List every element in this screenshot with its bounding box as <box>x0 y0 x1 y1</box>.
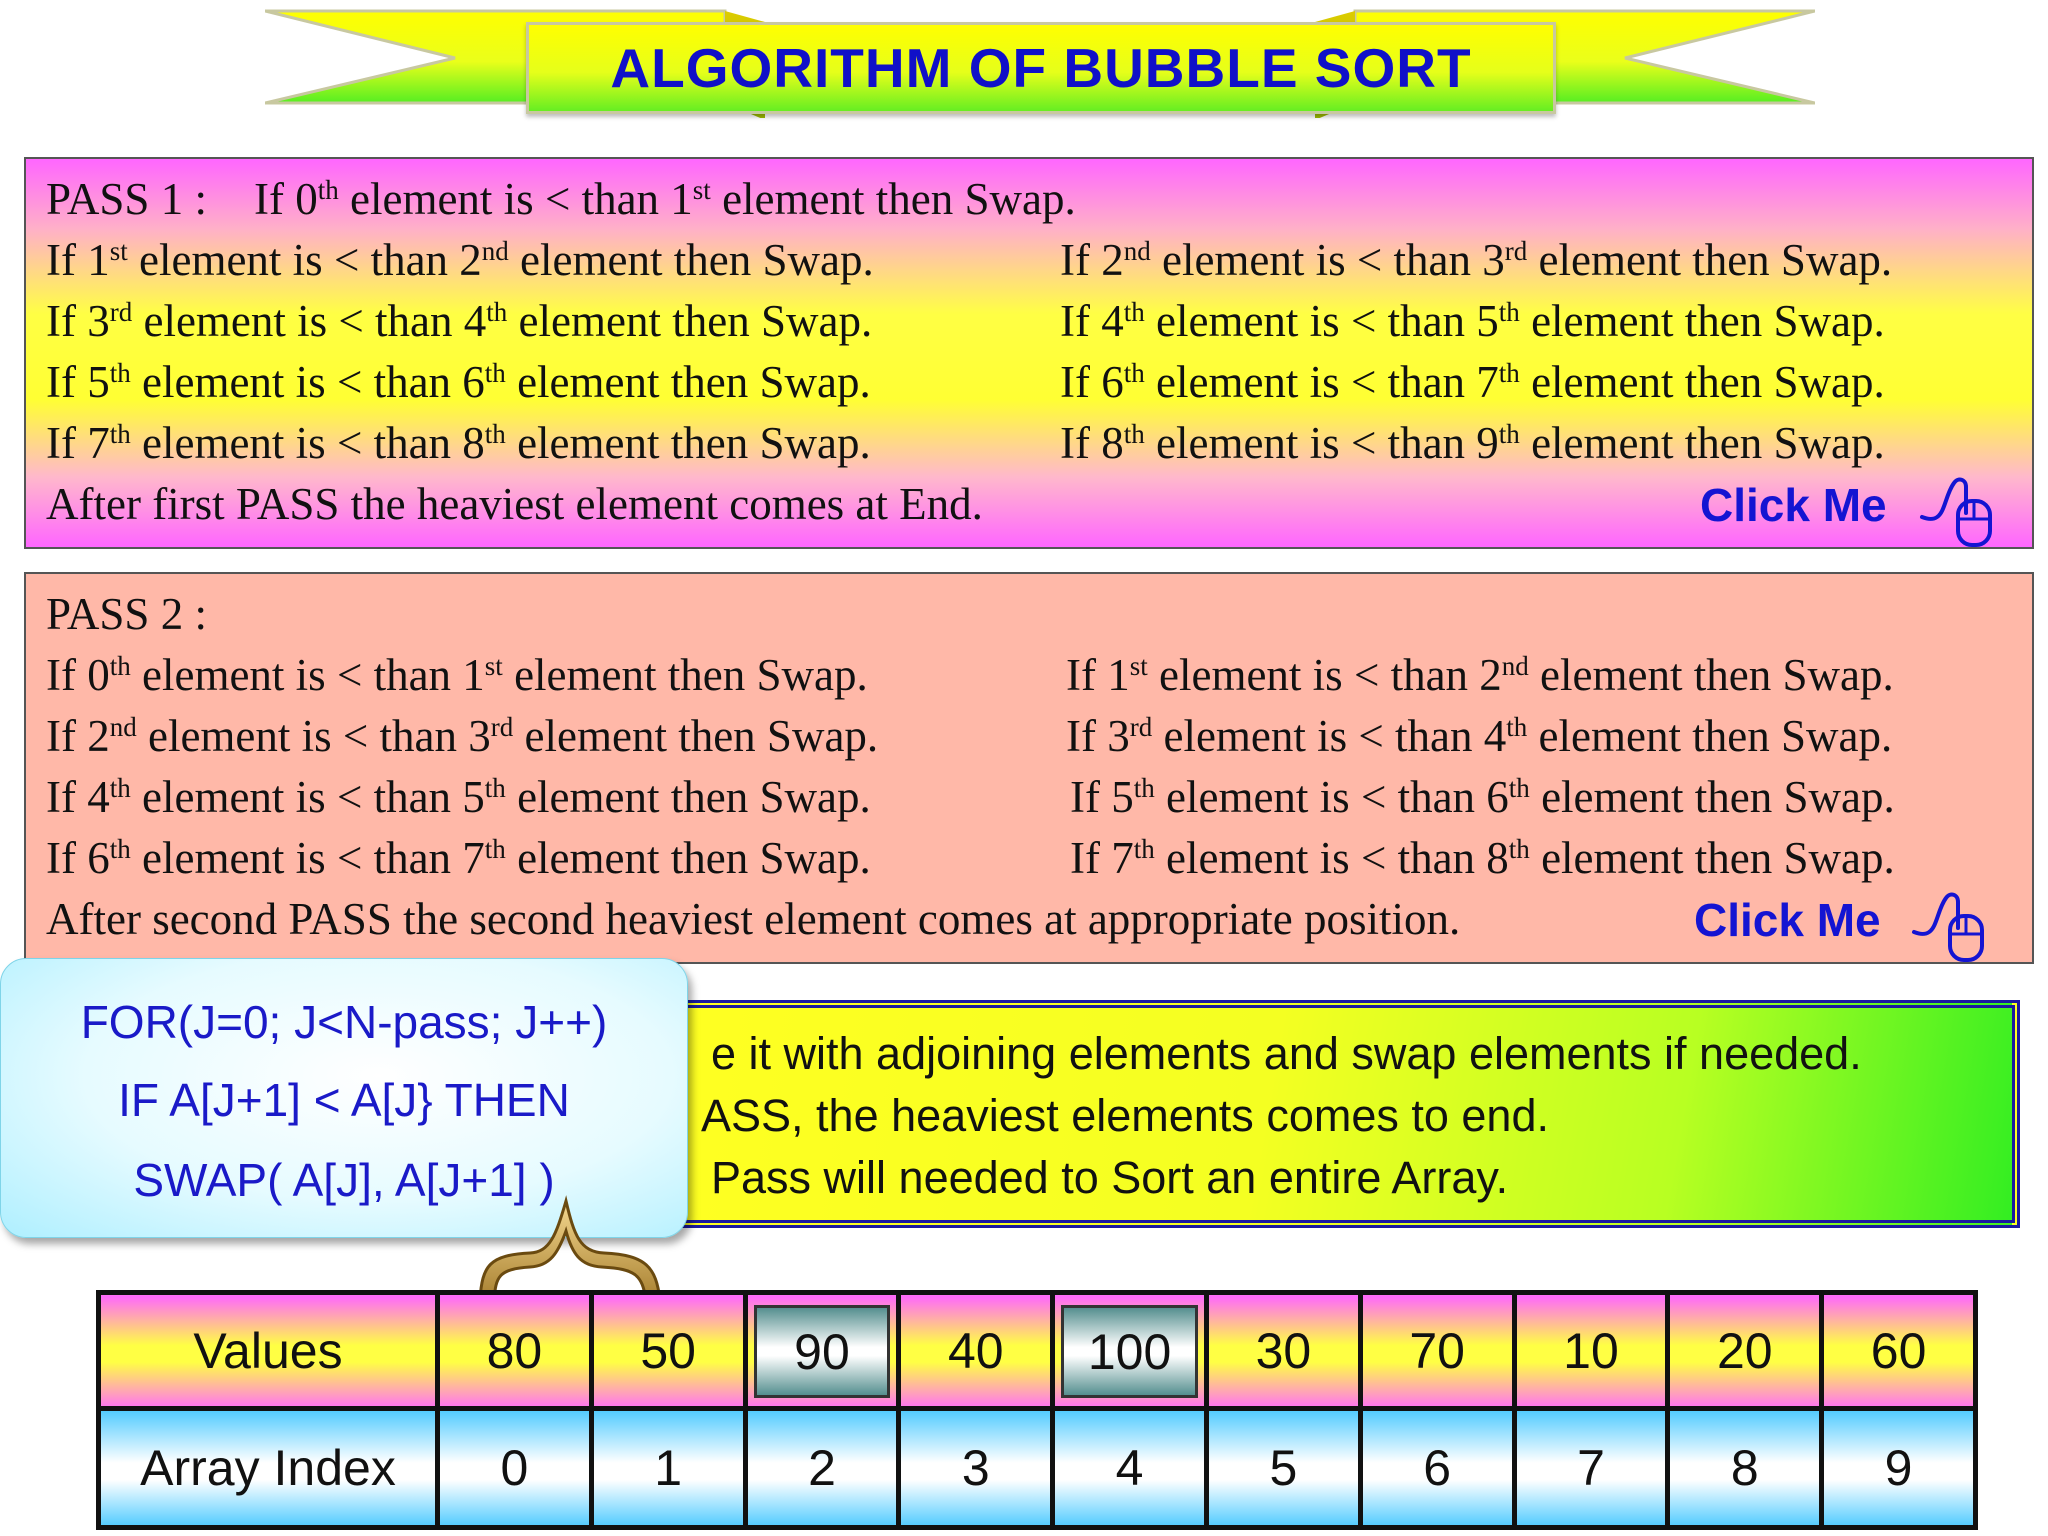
index-cell-7: 7 <box>1514 1409 1668 1528</box>
index-row <box>99 1409 1976 1528</box>
pass2-heading: PASS 2 : <box>46 589 207 639</box>
summary-line-1: e it with adjoining elements and swap elements if needed. <box>711 1028 1862 1079</box>
pass1-footer: After first PASS the heaviest element comes at End. <box>46 479 983 529</box>
value-cell-2 <box>745 1293 899 1409</box>
pass1-rule-0: If 0th element is < than 1st element then Swap. <box>254 174 1076 224</box>
index-cell-3: 3 <box>899 1409 1053 1528</box>
value-cell-6: 70 <box>1360 1293 1514 1409</box>
pass2-rule-3: If 3rd element is < than 4th element then Swap. <box>1066 711 1893 761</box>
index-cell-4: 4 <box>1053 1409 1207 1528</box>
pass2-rule-4: If 4th element is < than 5th element then Swap. <box>46 772 871 822</box>
values-label: Values <box>99 1293 438 1409</box>
title-banner <box>526 22 1556 114</box>
value-cell-8: 20 <box>1668 1293 1822 1409</box>
pass2-rule-5: If 5th element is < than 6th element then Swap. <box>1070 772 1895 822</box>
pass2-rule-2: If 2nd element is < than 3rd element then Swap. <box>46 711 879 761</box>
index-cell-1: 1 <box>591 1409 745 1528</box>
pass1-rule-2: If 2nd element is < than 3rd element then Swap. <box>1060 235 1893 285</box>
pass2-footer: After second PASS the second heaviest element comes at appropriate position. <box>46 894 1461 944</box>
pass1-rule-5: If 5th element is < than 6th element then Swap. <box>46 357 871 407</box>
value-cell-4 <box>1053 1293 1207 1409</box>
value-cell-5: 30 <box>1206 1293 1360 1409</box>
pass1-rule-8: If 8th element is < than 9th element then Swap. <box>1060 418 1885 468</box>
hand-mouse-icon[interactable] <box>1916 469 2006 549</box>
pass1-rule-6: If 6th element is < than 7th element then Swap. <box>1060 357 1885 407</box>
compared-value-box: 100 <box>1061 1305 1198 1398</box>
pass2-rule-0: If 0th element is < than 1st element then Swap. <box>46 650 868 700</box>
array-table <box>96 1290 1978 1530</box>
index-cell-6: 6 <box>1360 1409 1514 1528</box>
pass1-heading: PASS 1 : <box>46 174 207 224</box>
index-cell-2: 2 <box>745 1409 899 1528</box>
curly-brace-pointer-icon <box>470 1195 670 1305</box>
value-cell-7: 10 <box>1514 1293 1668 1409</box>
page-title: ALGORITHM OF BUBBLE SORT <box>610 37 1472 99</box>
pass2-rule-7: If 7th element is < than 8th element then Swap. <box>1070 833 1895 883</box>
pass2-panel <box>24 572 2034 964</box>
index-cell-5: 5 <box>1206 1409 1360 1528</box>
pass1-rule-1: If 1st element is < than 2nd element then Swap. <box>46 235 874 285</box>
values-row <box>99 1293 1976 1409</box>
pass2-click-me-button[interactable]: Click Me <box>1694 894 1881 946</box>
index-cell-0: 0 <box>438 1409 592 1528</box>
code-line-swap: SWAP( A[J], A[J+1] ) <box>133 1154 555 1206</box>
code-line-for: FOR(J=0; J<N-pass; J++) <box>80 996 608 1048</box>
index-cell-8: 8 <box>1668 1409 1822 1528</box>
pass2-rule-1: If 1st element is < than 2nd element then Swap. <box>1066 650 1894 700</box>
hand-mouse-icon[interactable] <box>1908 884 1998 964</box>
compared-value-box: 90 <box>754 1305 891 1398</box>
pass1-panel <box>24 157 2034 549</box>
pass1-rule-4: If 4th element is < than 5th element then Swap. <box>1060 296 1885 346</box>
pass1-click-me-button[interactable]: Click Me <box>1700 479 1887 531</box>
value-cell-1: 50 <box>591 1293 745 1409</box>
index-label: Array Index <box>99 1409 438 1528</box>
value-cell-0: 80 <box>438 1293 592 1409</box>
code-line-if: IF A[J+1] < A[J} THEN <box>118 1074 570 1126</box>
summary-line-3: Pass will needed to Sort an entire Array. <box>711 1152 1509 1203</box>
pass2-rule-6: If 6th element is < than 7th element then Swap. <box>46 833 871 883</box>
pass1-rule-7: If 7th element is < than 8th element then Swap. <box>46 418 871 468</box>
value-cell-9: 60 <box>1822 1293 1976 1409</box>
value-cell-3: 40 <box>899 1293 1053 1409</box>
index-cell-9: 9 <box>1822 1409 1976 1528</box>
summary-line-2: ASS, the heaviest elements comes to end. <box>701 1090 1549 1141</box>
pass1-rule-3: If 3rd element is < than 4th element then Swap. <box>46 296 873 346</box>
summary-box <box>648 1000 2020 1228</box>
